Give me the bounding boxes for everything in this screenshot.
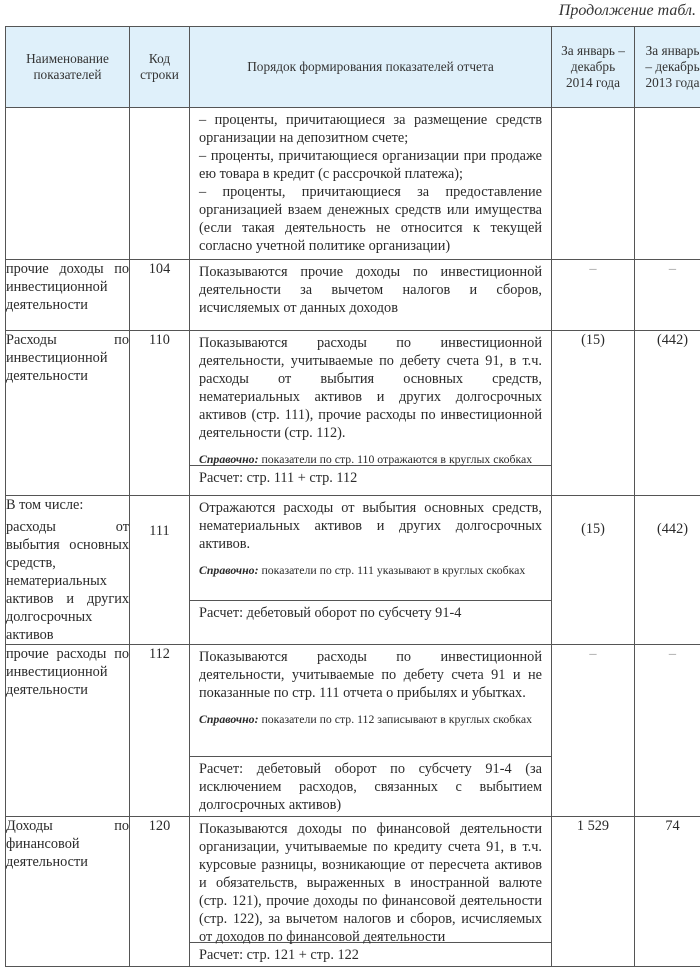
formation-description <box>190 331 552 496</box>
description-block <box>190 331 551 465</box>
table-continuation-caption: Продолжение табл. <box>559 2 696 20</box>
line-code: 110 <box>130 331 190 496</box>
reference-note-label: Справочно: <box>199 712 259 726</box>
formation-description <box>190 645 552 817</box>
table-row <box>6 817 700 967</box>
value-2014 <box>552 645 635 817</box>
description-block <box>190 496 551 600</box>
value-2014: (15) <box>552 331 635 496</box>
reference-note-label: Справочно: <box>199 452 259 466</box>
value-2013: (442) <box>635 496 700 645</box>
indicator-name <box>6 108 130 260</box>
indicator-name: прочие расходы по инвестиционной деятельности <box>6 645 130 817</box>
reference-note <box>199 563 542 578</box>
description-text: – проценты, причитающиеся за размещение средств организации на депозитном счете; – проценты, причитающиеся организации при продаже ею товара в кредит (с рассрочкой платежа); – проценты, причитающиеся за предоставление организацией взаем денежных средств или имущества (если такая деятельность не относится к текущей согласно учетной политике организации) <box>190 108 551 259</box>
formation-description <box>190 817 552 967</box>
formation-description <box>190 108 552 260</box>
header-indicator-name: Наименование показателей <box>6 27 130 108</box>
calculation-formula: Расчет: стр. 111 + стр. 112 <box>190 465 551 489</box>
value-2014 <box>552 260 635 331</box>
header-2014: За январь – декабрь 2014 года <box>552 27 635 108</box>
value-2014: 1 529 <box>552 817 635 967</box>
calculation-formula: Расчет: дебетовый оборот по субсчету 91-4 <box>190 600 551 624</box>
value-2013 <box>635 645 700 817</box>
value-2014 <box>552 108 635 260</box>
description-text: Отражаются расходы от выбытия основных средств, нематериальных активов и других долгосрочных активов. <box>199 499 542 553</box>
reference-note-text: показатели по стр. 111 указывают в круглых скобках <box>261 563 525 577</box>
calculation-formula: Расчет: стр. 121 + стр. 122 <box>190 942 551 966</box>
indicator-name-prefix: В том числе: <box>6 496 129 514</box>
formation-description <box>190 496 552 645</box>
indicator-name: прочие доходы по инвестиционной деятельности <box>6 260 130 331</box>
formation-description <box>190 260 552 331</box>
reference-note-text: показатели по стр. 112 записывают в круглых скобках <box>261 712 532 726</box>
line-code: 111 <box>130 496 190 645</box>
indicator-name: Доходы по финансовой деятельности <box>6 817 130 967</box>
report-indicators-table <box>5 26 700 967</box>
line-code: 104 <box>130 260 190 331</box>
value-2014: (15) <box>552 496 635 645</box>
description-text: Показываются прочие доходы по инвестиционной деятельности за вычетом налогов и сборов, исчисляемых от данных доходов <box>190 260 551 321</box>
value-2013: 74 <box>635 817 700 967</box>
table-row <box>6 496 700 645</box>
value-2013 <box>635 260 700 331</box>
value-2013-text: – <box>669 261 676 277</box>
value-2014-text: – <box>589 646 596 662</box>
value-2013: (442) <box>635 331 700 496</box>
table-row <box>6 645 700 817</box>
line-code: 112 <box>130 645 190 817</box>
indicator-name: расходы от выбытия основных средств, нематериальных активов и других долгосрочных активов <box>6 518 129 644</box>
calculation-formula: Расчет: дебетовый оборот по субсчету 91-4 (за исключением расходов, связанных с выбытием долгосрочных активов) <box>190 756 551 816</box>
reference-note-text: показатели по стр. 110 отражаются в круглых скобках <box>261 452 532 466</box>
header-formation-order: Порядок формирования показателей отчета <box>190 27 552 108</box>
line-code <box>130 108 190 260</box>
header-2013: За январь – декабрь 2013 года <box>635 27 700 108</box>
value-2013 <box>635 108 700 260</box>
reference-note-label: Справочно: <box>199 563 259 577</box>
indicator-name: Расходы по инвестиционной деятельности <box>6 331 130 496</box>
description-block <box>190 645 551 756</box>
header-line-code: Код строки <box>130 27 190 108</box>
indicator-name-cell <box>6 496 130 645</box>
description-text: Показываются расходы по инвестиционной деятельности, учитываемые по дебету счета 91, в т.ч. расходы от выбытия основных средств, нематериальных активов и других долгосрочных активов (стр. 111), прочие расходы по инвестиционной деятельности (стр. 112). <box>199 334 542 442</box>
table-row <box>6 260 700 331</box>
reference-note <box>199 712 542 727</box>
table-row <box>6 108 700 260</box>
description-text: Показываются доходы по финансовой деятельности организации, учитываемые по кредиту счета 91, в т.ч. курсовые разницы, возникающие от пересчета активов и обязательств, выраженных в иностранной валюте (стр. 121), прочие доходы по финансовой деятельности (стр. 122), за вычетом налогов и сборов, исчисляемых от доходов по финансовой деятельности <box>190 817 551 942</box>
value-2014-text: – <box>589 261 596 277</box>
table-header-row <box>6 27 700 108</box>
table-row <box>6 331 700 496</box>
value-2013-text: – <box>669 646 676 662</box>
description-text: Показываются расходы по инвестиционной деятельности, учитываемые по дебету счета 91 и не показанные по стр. 111 отчета о прибылях и убытках. <box>199 648 542 702</box>
line-code: 120 <box>130 817 190 967</box>
reference-note <box>199 452 542 467</box>
